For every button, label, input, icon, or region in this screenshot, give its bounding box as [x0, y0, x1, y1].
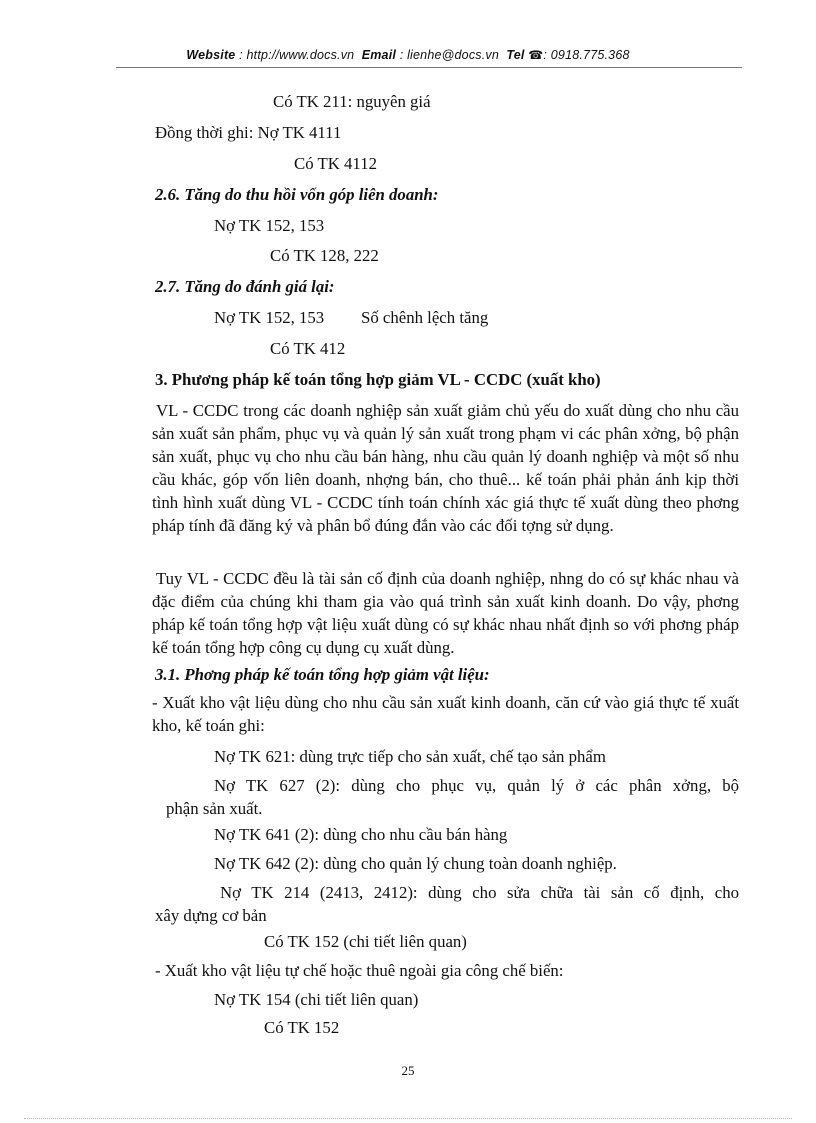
tel-label: Tel: [506, 48, 525, 62]
website-value: : http://www.docs.vn: [239, 48, 355, 62]
text-line: Có TK 211: nguyên giá: [273, 92, 431, 111]
paragraph: Tuy VL - CCDC đều là tài sản cố định của doanh nghiệp, nhng do có sự khác nhau và đặc điểm của chúng khi tham gia vào quá trình sản xuất kinh doanh. Do vậy, phơng pháp kế toán tổng hợp vật liệu xuất dùng có sự khác nhau nhất định so với phơng pháp kế toán tổng hợp công cụ dụng cụ xuất dùng.: [152, 569, 739, 657]
header-divider: [116, 67, 742, 68]
page-header: [0, 48, 816, 62]
phone-icon: ☎: [528, 48, 544, 62]
footer-divider: [24, 1118, 792, 1119]
journal-entry: Nợ TK 641 (2): dùng cho nhu cầu bán hàng: [214, 825, 508, 844]
journal-entry: Nợ TK 214 (2413, 2412): dùng cho sửa chữa tài sản cố định, cho: [220, 883, 739, 902]
email-label: Email: [361, 48, 397, 62]
website-label: Website: [186, 48, 236, 62]
journal-entry: Nợ TK 627 (2): dùng cho phục vụ, quản lý ở các phân xởng, bộ: [214, 776, 739, 795]
paragraph: VL - CCDC trong các doanh nghiệp sản xuất giảm chủ yếu do xuất dùng cho nhu cầu sản xuất sản phẩm, phục vụ và quản lý sản xuất trong phạm vi các phân xởng, bộ phận sản xuất, phục vụ cho nhu cầu bán hàng, nhu cầu quản lý doanh nghiệp và một số nhu cầu khác, góp vốn liên doanh, nhợng bán, cho thuê... kế toán phải phản ánh kịp thời tình hình xuất dùng VL - CCDC tính toán chính xác giá thực tế xuất dùng theo phơng pháp tính đã đăng ký và phân bổ đúng đắn vào các đối tợng sử dụng.: [152, 401, 739, 535]
tel-value: : 0918.775.368: [543, 48, 630, 62]
section-heading-3: 3. Phương pháp kế toán tổng hợp giảm VL - CCDC (xuất kho): [155, 370, 601, 389]
section-heading-3-1: 3.1. Phơng pháp kế toán tổng hợp giảm vật liệu:: [155, 665, 490, 684]
text-line: Có TK 128, 222: [270, 246, 379, 265]
section-heading-2-6: 2.6. Tăng do thu hồi vốn góp liên doanh:: [155, 185, 439, 204]
journal-entry: Nợ TK 621: dùng trực tiếp cho sản xuất, chế tạo sản phẩm: [214, 747, 606, 766]
text-line: Đồng thời ghi: Nợ TK 4111: [155, 123, 342, 142]
journal-entry: Có TK 152 (chi tiết liên quan): [264, 932, 467, 951]
email-value: : lienhe@docs.vn: [399, 48, 500, 62]
page-number: 25: [401, 1063, 415, 1078]
text-line: Có TK 412: [270, 339, 346, 358]
journal-entry: Có TK 152: [264, 1018, 340, 1037]
text-line: Số chênh lệch tăng: [361, 308, 489, 327]
section-heading-2-7: 2.7. Tăng do đánh giá lại:: [155, 277, 335, 296]
text-line: Nợ TK 152, 153: [214, 216, 325, 235]
journal-entry: Nợ TK 642 (2): dùng cho quản lý chung toàn doanh nghiệp.: [214, 854, 617, 873]
text-line: Nợ TK 152, 153: [214, 308, 325, 327]
journal-entry: phận sản xuất.: [166, 799, 263, 818]
text-line: Có TK 4112: [294, 154, 377, 173]
paragraph: - Xuất kho vật liệu dùng cho nhu cầu sản xuất kinh doanh, căn cứ vào giá thực tế xuất kho, kế toán ghi:: [152, 693, 739, 735]
text-line: - Xuất kho vật liệu tự chế hoặc thuê ngoài gia công chế biến:: [155, 961, 564, 980]
journal-entry: Nợ TK 154 (chi tiết liên quan): [214, 990, 419, 1009]
journal-entry: xây dựng cơ bản: [155, 906, 267, 925]
